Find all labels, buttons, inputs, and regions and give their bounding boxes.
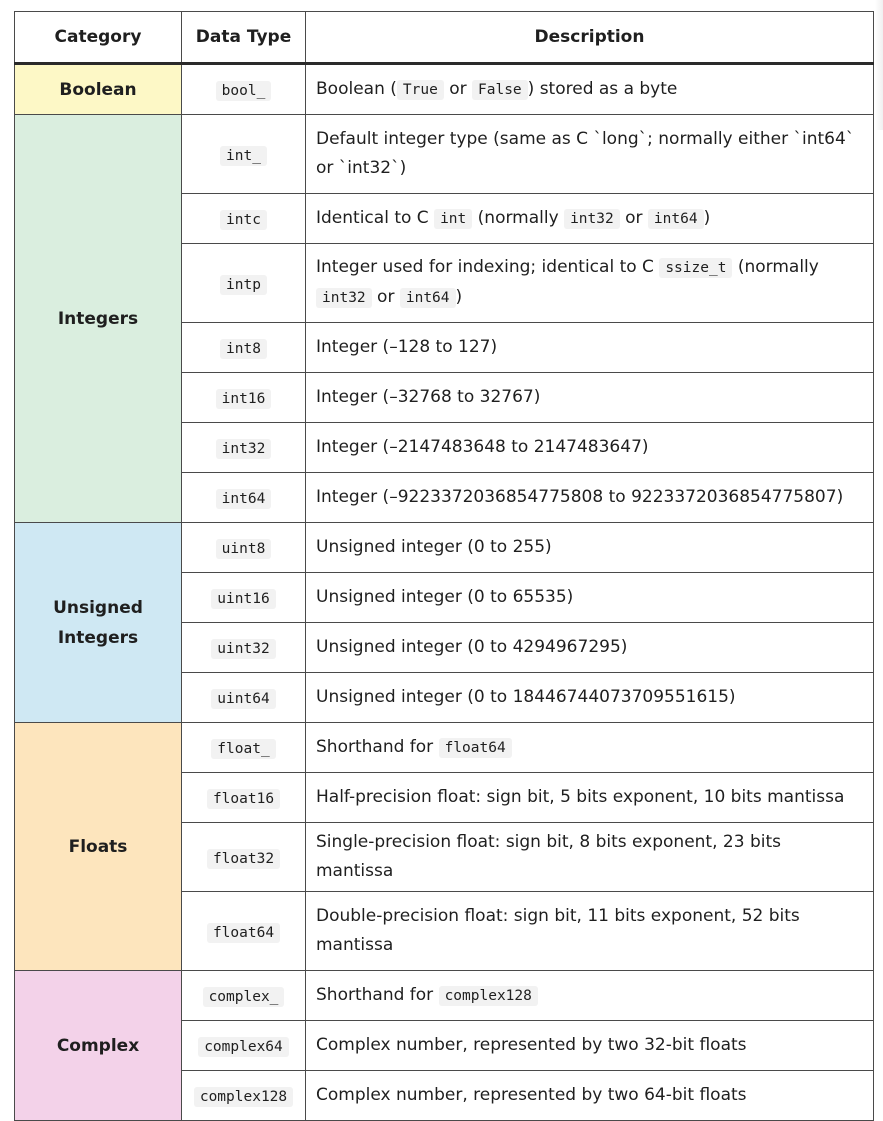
description-text: Unsigned integer (0 to 65535): [316, 587, 574, 607]
data-type-code: int_: [220, 146, 267, 166]
inline-code: int: [434, 209, 472, 229]
data-type-cell: [182, 115, 306, 194]
description-text: Unsigned integer (0 to 255): [316, 537, 552, 557]
data-type-code: int8: [220, 339, 267, 359]
description-cell: [306, 523, 874, 573]
data-type-code: complex64: [198, 1037, 289, 1057]
description-cell: [306, 673, 874, 723]
data-type-code: uint16: [211, 589, 275, 609]
data-type-cell: [182, 971, 306, 1021]
header-description: Description: [306, 12, 874, 64]
data-type-code: uint8: [216, 539, 272, 559]
description-text: or: [443, 78, 472, 99]
data-type-code: complex128: [194, 1087, 293, 1107]
data-type-cell: [182, 673, 306, 723]
description-text: (normally: [472, 207, 565, 228]
description-text: ): [455, 287, 463, 307]
data-type-code: bool_: [216, 81, 272, 101]
data-type-cell: [182, 323, 306, 373]
category-cell-boolean: Boolean: [15, 64, 182, 115]
data-type-code: int64: [216, 489, 272, 509]
data-type-code: float32: [207, 849, 280, 869]
data-type-cell: [182, 423, 306, 473]
description-text: Complex number, represented by two 32-bit floats: [316, 1035, 747, 1055]
category-cell-complex: Complex: [15, 971, 182, 1121]
data-type-cell: [182, 194, 306, 244]
description-cell: [306, 194, 874, 244]
header-category: Category: [15, 12, 182, 64]
description-text: ) stored as a byte: [527, 78, 678, 99]
description-text: Complex number, represented by two 64-bit floats: [316, 1085, 747, 1105]
data-type-code: uint64: [211, 689, 275, 709]
description-text: Single-precision float: sign bit, 8 bits exponent, 23 bits mantissa: [316, 832, 781, 881]
description-cell: [306, 971, 874, 1021]
description-cell: [306, 573, 874, 623]
description-cell: [306, 115, 874, 194]
category-cell-integers: Integers: [15, 115, 182, 523]
data-type-cell: [182, 1021, 306, 1071]
category-cell-floats: Floats: [15, 723, 182, 971]
description-cell: [306, 373, 874, 423]
inline-code: float64: [439, 738, 512, 758]
inline-code: int64: [648, 209, 704, 229]
data-type-code: intp: [220, 275, 267, 295]
data-type-code: uint32: [211, 639, 275, 659]
data-type-cell: [182, 373, 306, 423]
data-type-cell: [182, 723, 306, 773]
description-text: Identical to C: [316, 207, 435, 228]
data-type-code: complex_: [203, 987, 285, 1007]
description-text: Integer used for indexing; identical to C: [316, 257, 660, 277]
description-text: Unsigned integer (0 to 4294967295): [316, 637, 628, 657]
description-text: (normally: [732, 257, 819, 277]
inline-code: int32: [316, 288, 372, 308]
data-type-code: int16: [216, 389, 272, 409]
data-type-code: intc: [220, 210, 267, 230]
data-type-code: int32: [216, 439, 272, 459]
description-cell: [306, 473, 874, 523]
description-text: ): [703, 207, 711, 228]
description-text: Shorthand for: [316, 736, 439, 757]
data-type-cell: [182, 244, 306, 323]
data-type-cell: [182, 623, 306, 673]
description-text: Integer (–9223372036854775808 to 9223372036854775807): [316, 487, 844, 507]
description-cell: [306, 1021, 874, 1071]
table-row: [15, 115, 874, 194]
description-text: Shorthand for: [316, 984, 439, 1005]
description-text: or: [371, 287, 400, 307]
description-cell: [306, 892, 874, 971]
description-text: Integer (–32768 to 32767): [316, 387, 541, 407]
data-type-cell: [182, 823, 306, 892]
page-scroll-edge: [875, 0, 883, 130]
description-text: Default integer type (same as C `long`; normally either `int64` or `int32`): [316, 129, 855, 178]
description-cell: [306, 323, 874, 373]
description-text: Boolean (: [316, 78, 397, 99]
data-type-cell: [182, 773, 306, 823]
description-text: Integer (–128 to 127): [316, 337, 498, 357]
data-type-cell: [182, 473, 306, 523]
inline-code: True: [397, 80, 444, 100]
table-body: [15, 64, 874, 1121]
description-text: or: [619, 207, 648, 228]
table-row: [15, 971, 874, 1021]
table-row: [15, 523, 874, 573]
description-cell: [306, 823, 874, 892]
description-cell: [306, 773, 874, 823]
inline-code: int64: [400, 288, 456, 308]
data-type-cell: [182, 573, 306, 623]
data-type-cell: [182, 892, 306, 971]
description-text: Integer (–2147483648 to 2147483647): [316, 437, 649, 457]
data-type-code: float64: [207, 923, 280, 943]
description-text: Unsigned integer (0 to 18446744073709551615): [316, 687, 736, 707]
header-row: [15, 12, 874, 64]
description-text: Half-precision float: sign bit, 5 bits exponent, 10 bits mantissa: [316, 787, 845, 807]
data-type-code: float_: [211, 739, 275, 759]
description-cell: [306, 623, 874, 673]
header-data-type: Data Type: [182, 12, 306, 64]
table-row: [15, 723, 874, 773]
inline-code: complex128: [439, 986, 538, 1006]
data-type-code: float16: [207, 789, 280, 809]
description-text: Double-precision float: sign bit, 11 bits exponent, 52 bits mantissa: [316, 906, 800, 955]
description-cell: [306, 723, 874, 773]
category-cell-unsigned-integers: Unsigned Integers: [15, 523, 182, 723]
inline-code: False: [472, 80, 528, 100]
data-type-cell: [182, 1071, 306, 1121]
description-cell: [306, 423, 874, 473]
inline-code: ssize_t: [659, 258, 732, 278]
description-cell: [306, 64, 874, 115]
numpy-dtypes-table: [14, 11, 874, 1121]
data-type-cell: [182, 523, 306, 573]
table-row: [15, 64, 874, 115]
description-cell: [306, 1071, 874, 1121]
description-cell: [306, 244, 874, 323]
data-type-cell: [182, 64, 306, 115]
inline-code: int32: [564, 209, 620, 229]
